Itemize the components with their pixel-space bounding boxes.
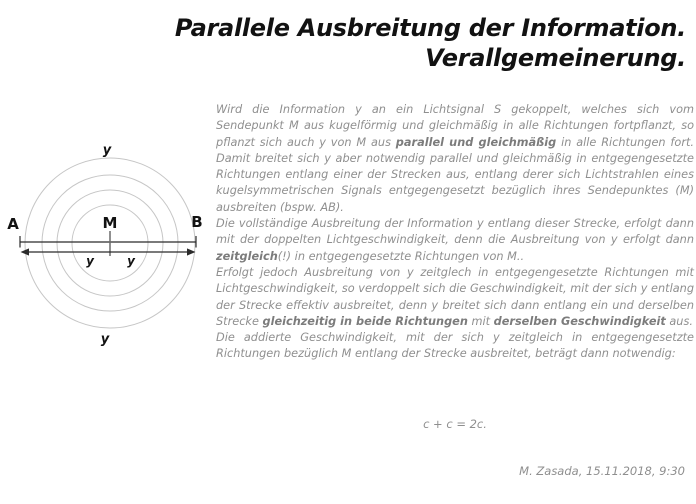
page-title [175, 13, 686, 73]
paragraph [216, 265, 694, 330]
double-arrow [21, 248, 196, 255]
paragraph-segment: aus. [665, 314, 693, 328]
paragraph-segment: Die vollständige Ausbreitung der Information y entlang dieser Strecke, erfolgt dann mit der doppelten Lichtgeschwindigkeit, denn die Ausbreitung von y erfolgt dann [216, 217, 694, 247]
paragraph-bold-segment: zeitgleich [216, 249, 278, 263]
formula: c + c = 2c. [423, 417, 487, 431]
propagation-diagram [0, 130, 215, 355]
paragraph-segment: in alle Richtungen fort. Damit breitet sich y aber notwendig parallel und gleichmäßig in entgegengesetzte Richtungen entlang einer der Strecken aus, entlang derer sich Lichtstrahlen eines kugelsymmetrischen Signals entgegengesetzt bezüglich ihres Sendepunktes (M) ausbreiten (bspw. AB). [216, 135, 694, 214]
paragraph-segment: (!) in entgegengesetzte Richtungen von M.. [277, 249, 525, 263]
label-y-right: y [127, 254, 135, 268]
page-title-line1: Parallele Ausbreitung der Information. [174, 14, 686, 42]
label-point-a: A [7, 215, 19, 233]
paragraph [216, 216, 694, 265]
label-point-b: B [191, 213, 203, 231]
page-title-line2: Verallgemeinerung. [425, 44, 686, 72]
article-paragraphs [216, 102, 694, 363]
label-y-bottom: y [100, 332, 110, 347]
paragraph-bold-segment: gleichzeitig in beide Richtungen [262, 314, 468, 328]
label-point-m: M [102, 214, 118, 232]
paragraph-segment: Die addierte Geschwindigkeit, mit der sich y zeitgleich in entgegengesetzte Richtungen bezüglich M entlang der Strecke ausbreitet, beträgt dann notwendig: [216, 331, 694, 361]
signature: M. Zasada, 15.11.2018, 9:30 [519, 464, 685, 478]
label-y-top: y [102, 143, 112, 158]
paragraph [216, 330, 694, 363]
paragraph-segment: Erfolgt jedoch Ausbreitung von y zeitglech in entgegengesetzte Richtungen mit Lichtgeschwindigkeit, so verdoppelt sich die Geschwindigkeit, mit der sich y entlang der Strecke effektiv ausbreitet, denn y breitet sich dann entlang ein und derselben Strecke [216, 265, 694, 328]
paragraph [216, 102, 694, 216]
paragraph-segment: mit [467, 314, 494, 328]
paragraph-bold-segment: parallel und gleichmäßig [395, 135, 557, 149]
label-y-left: y [86, 254, 94, 268]
segment-ab [20, 236, 196, 248]
paragraph-bold-segment: derselben Geschwindigkeit [493, 314, 666, 328]
paragraph-segment: Wird die Information y an ein Lichtsignal S gekoppelt, welches sich vom Sendepunkt M aus kugelförmig und gleichmäßig in alle Richtungen fortpflanzt, so pflanzt sich auch y von M aus [216, 103, 694, 149]
